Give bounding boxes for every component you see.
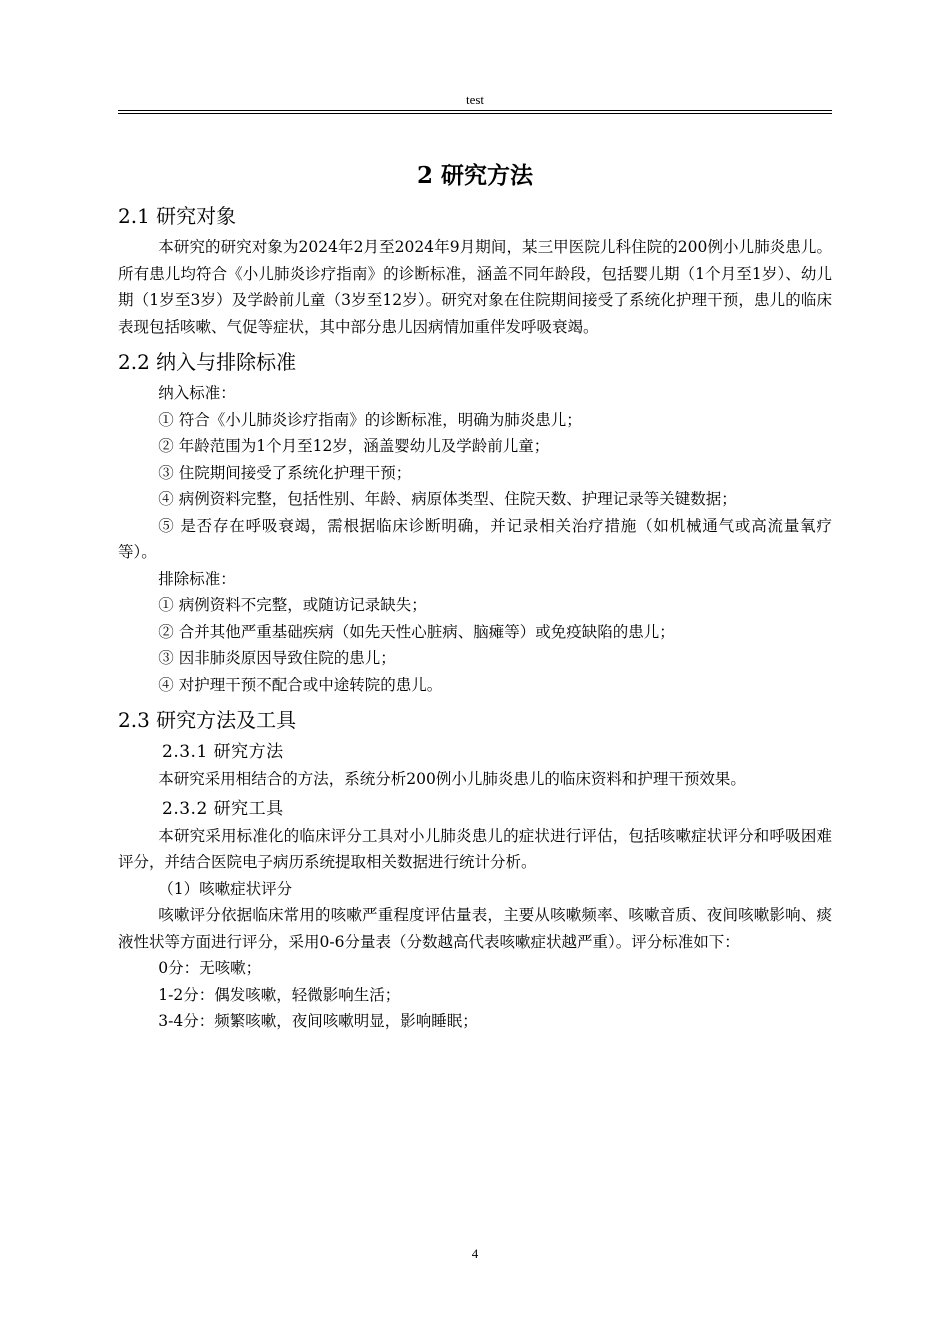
- score-item: 0分：无咳嗽；: [158, 959, 262, 977]
- section-2-3-2-paragraph: 本研究采用标准化的临床评分工具对小儿肺炎患儿的症状进行评估，包括咳嗽症状评分和呼吸困难评分，并结合医院电子病历系统提取相关数据进行统计分析。: [118, 826, 832, 871]
- chapter-title: 2 研究方法: [416, 162, 533, 189]
- header-rule-thin: [118, 113, 832, 114]
- exclusion-label: 排除标准：: [158, 569, 236, 588]
- running-header: test: [465, 92, 485, 107]
- inclusion-label: 纳入标准：: [158, 384, 236, 402]
- score-item: 1-2分：偶发咳嗽，轻微影响生活；: [158, 985, 401, 1004]
- section-2-2-heading: 2.2 纳入与排除标准: [118, 350, 297, 374]
- score-item: 3-4分：频繁咳嗽，夜间咳嗽明显，影响睡眠；: [158, 1012, 478, 1030]
- section-2-3-2-heading: 2.3.2 研究工具: [162, 798, 284, 819]
- inclusion-item: ⑤ 是否存在呼吸衰竭，需根据临床诊断明确，并记录相关治疗措施（如机械通气或高流量氧疗等）。: [118, 516, 832, 561]
- cough-score-label: （1）咳嗽症状评分: [158, 879, 293, 898]
- section-2-3-1-paragraph: 本研究采用相结合的方法，系统分析200例小儿肺炎患儿的临床资料和护理干预效果。: [158, 770, 746, 788]
- header-rule-thick: [118, 110, 832, 111]
- page-body: [118, 158, 832, 1035]
- exclusion-item: ② 合并其他严重基础疾病（如先天性心脏病、脑瘫等）或免疫缺陷的患儿；: [158, 622, 675, 641]
- exclusion-item: ① 病例资料不完整，或随访记录缺失；: [158, 596, 427, 614]
- exclusion-item: ③ 因非肺炎原因导致住院的患儿；: [158, 649, 396, 667]
- cough-score-paragraph: 咳嗽评分依据临床常用的咳嗽严重程度评估量表，主要从咳嗽频率、咳嗽音质、夜间咳嗽影响、痰液性状等方面进行评分，采用0-6分量表（分数越高代表咳嗽症状越严重）。评分标准如下：: [118, 906, 832, 951]
- section-2-3-heading: 2.3 研究方法及工具: [118, 708, 297, 732]
- inclusion-item: ② 年龄范围为1个月至12岁，涵盖婴幼儿及学龄前儿童；: [158, 437, 550, 455]
- inclusion-item: ④ 病例资料完整，包括性别、年龄、病原体类型、住院天数、护理记录等关键数据；: [158, 490, 737, 508]
- inclusion-item: ① 符合《小儿肺炎诊疗指南》的诊断标准，明确为肺炎患儿；: [158, 410, 582, 429]
- section-2-1-heading: 2.1 研究对象: [118, 204, 237, 228]
- inclusion-item: ③ 住院期间接受了系统化护理干预；: [158, 463, 412, 482]
- exclusion-item: ④ 对护理干预不配合或中途转院的患儿。: [158, 675, 443, 694]
- section-2-1-paragraph: 本研究的研究对象为2024年2月至2024年9月期间，某三甲医院儿科住院的200例小儿肺炎患儿。所有患儿均符合《小儿肺炎诊疗指南》的诊断标准，涵盖不同年龄段，包括婴儿期（1个月至1岁）、幼儿期（1岁至3岁）及学龄前儿童（3岁至12岁）。研究对象在住院期间接受了系统化护理干预，患儿的临床表现包括咳嗽、气促等症状，其中部分患儿因病情加重伴发呼吸衰竭。: [118, 238, 832, 336]
- page-number: 4: [471, 1246, 479, 1261]
- section-2-3-1-heading: 2.3.1 研究方法: [162, 742, 284, 762]
